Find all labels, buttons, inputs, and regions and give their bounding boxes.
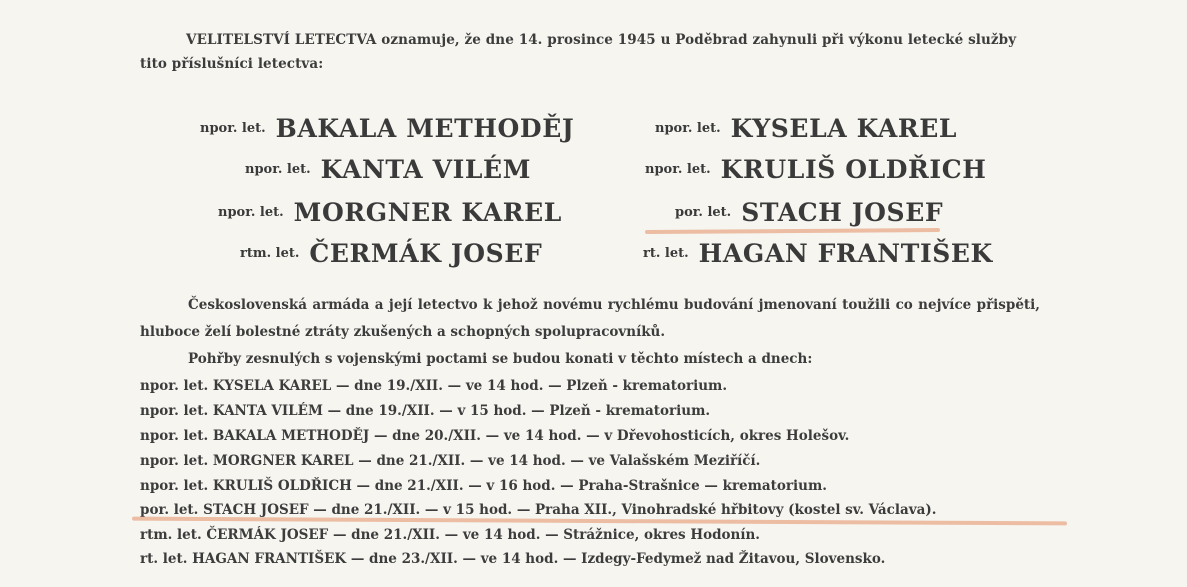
person-name: HAGAN FRANTIŠEK bbox=[698, 239, 993, 268]
announcement-intro: VELITELSTVÍ LETECTVA oznamuje, že dne 14. prosince 1945 u Poděbrad zahynuli při výkonu letecké služby tito příslušníci letectva: bbox=[140, 32, 1017, 72]
name-entry bbox=[218, 198, 562, 232]
name-entry bbox=[245, 155, 531, 189]
person-name: ČERMÁK JOSEF bbox=[309, 239, 543, 268]
person-name: KRULIŠ OLDŘICH bbox=[720, 155, 987, 184]
funerals-heading: Pohřby zesnulých s vojenskými poctami se budou konati v těchto místech a dnech: bbox=[188, 351, 813, 367]
funeral-entry: npor. let. BAKALA METHODĚJ — dne 20./XII. — ve 14 hod. — v Dřevohosticích, okres Holešov. bbox=[140, 428, 850, 444]
rank-label: npor. let. bbox=[218, 205, 284, 220]
rank-label: rt. let. bbox=[643, 246, 689, 261]
rank-label: npor. let. bbox=[645, 162, 711, 177]
person-name: KYSELA KAREL bbox=[730, 114, 958, 143]
funeral-entry: npor. let. KANTA VILÉM — dne 19./XII. — v 15 hod. — Plzeň - krematorium. bbox=[140, 403, 711, 419]
highlight-underline bbox=[645, 228, 940, 234]
rank-label: npor. let. bbox=[655, 121, 721, 136]
funeral-entry: npor. let. KRULIŠ OLDŘICH — dne 21./XII. — v 16 hod. — Praha-Strašnice — krematorium. bbox=[140, 478, 827, 494]
name-entry bbox=[643, 239, 993, 273]
funeral-entry: rtm. let. ČERMÁK JOSEF — dne 21./XII. — ve 14 hod. — Strážnice, okres Hodonín. bbox=[140, 527, 760, 543]
funeral-entry: npor. let. MORGNER KAREL — dne 21./XII. — ve 14 hod. — ve Valašském Meziříčí. bbox=[140, 453, 761, 469]
mourning-paragraph: Československá armáda a její letectvo k jehož novému rychlému budování jmenovaní toužili co nejvíce přispěti, hluboce želí bolestné ztráty zkušených a schopných spolupracovníků. bbox=[140, 297, 1040, 340]
person-name: KANTA VILÉM bbox=[320, 155, 531, 184]
name-entry bbox=[675, 198, 943, 232]
rank-label: npor. let. bbox=[245, 162, 311, 177]
funeral-entry: por. let. STACH JOSEF — dne 21./XII. — v 15 hod. — Praha XII., Vinohradské hřbitovy (kostel sv. Václava). bbox=[140, 502, 937, 518]
name-entry bbox=[645, 155, 986, 189]
person-name: MORGNER KAREL bbox=[293, 198, 562, 227]
funeral-entry: rt. let. HAGAN FRANTIŠEK — dne 23./XII. — ve 14 hod. — Izdegy-Fedymež nad Žitavou, Slovensko. bbox=[140, 551, 886, 567]
funeral-entry: npor. let. KYSELA KAREL — dne 19./XII. — ve 14 hod. — Plzeň - krematorium. bbox=[140, 378, 728, 394]
rank-label: rtm. let. bbox=[240, 246, 300, 261]
rank-label: por. let. bbox=[675, 205, 732, 220]
name-entry bbox=[240, 239, 542, 273]
rank-label: npor. let. bbox=[200, 121, 266, 136]
name-entry bbox=[200, 114, 574, 148]
name-entry bbox=[655, 114, 957, 148]
person-name: STACH JOSEF bbox=[741, 198, 944, 227]
person-name: BAKALA METHODĚJ bbox=[275, 114, 575, 143]
